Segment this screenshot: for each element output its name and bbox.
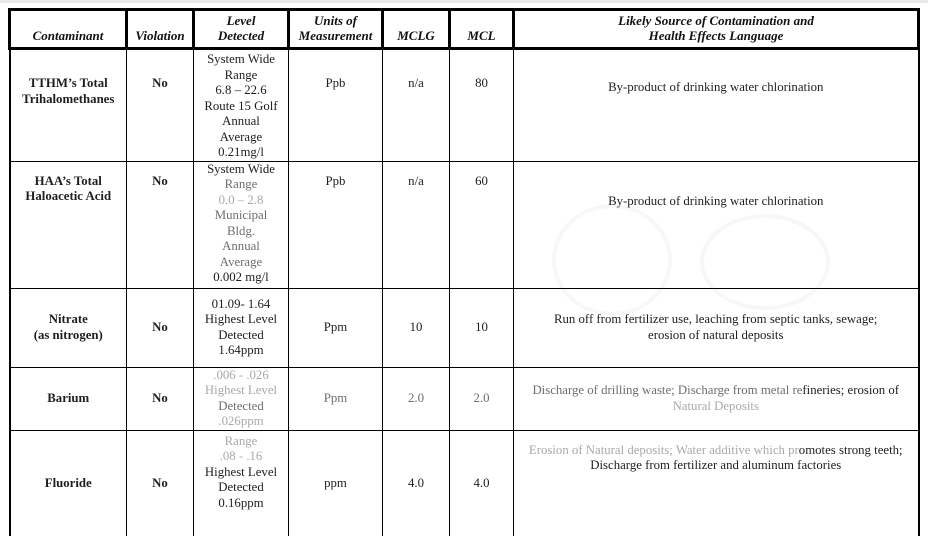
cell-text: Fluoride xyxy=(44,475,92,490)
header-contaminant xyxy=(10,10,127,49)
cell-text: 2.0 xyxy=(473,390,490,405)
cell-text: No xyxy=(152,475,168,490)
cell-line xyxy=(197,239,285,255)
cell-line xyxy=(453,476,510,492)
cell-line xyxy=(130,476,190,492)
cell-line xyxy=(197,99,285,115)
cell-text: n/a xyxy=(408,173,424,188)
cell-line xyxy=(517,312,915,328)
source-cell xyxy=(514,430,919,536)
cell-line xyxy=(197,83,285,99)
contaminant-table xyxy=(8,8,920,536)
cell-text: 0.16ppm xyxy=(218,495,264,510)
cell-text: Annual xyxy=(222,239,260,253)
cell-line xyxy=(386,476,446,492)
table-body xyxy=(10,49,919,536)
cell-text: Ppm xyxy=(323,390,348,405)
cell-text: Annual xyxy=(222,114,260,128)
cell-text: 1.64ppm xyxy=(218,343,264,357)
cell-text: 0.0 – 2.8 xyxy=(218,192,264,207)
violation-cell xyxy=(127,49,194,162)
cell-text: 4.0 xyxy=(473,475,490,490)
table-row xyxy=(10,161,919,288)
table-header xyxy=(10,10,919,49)
cell-line xyxy=(197,480,285,496)
header-label: Violation xyxy=(135,28,185,43)
cell-line xyxy=(517,80,915,96)
cell-text: Barium xyxy=(47,390,90,405)
cell-line xyxy=(197,162,285,178)
cell-text: 60 xyxy=(475,173,488,188)
cell-text: Detected xyxy=(218,327,264,342)
cell-line xyxy=(197,255,285,271)
header-mcl xyxy=(450,10,514,49)
contaminant-cell xyxy=(10,49,127,162)
contaminant-cell xyxy=(10,288,127,367)
cell-line xyxy=(14,312,124,328)
cell-line xyxy=(453,320,510,336)
cell-line xyxy=(517,443,915,459)
cell-line xyxy=(130,320,190,336)
cell-line xyxy=(517,399,915,415)
cell-text: HAA’s Total xyxy=(34,173,102,188)
cell-text: 01.09- 1.64 xyxy=(211,296,271,311)
header-label: Likely Source of Contamination and xyxy=(618,13,814,28)
cell-text: ppm xyxy=(324,475,347,490)
violation-cell xyxy=(127,288,194,367)
cell-line xyxy=(197,224,285,240)
cell-text: No xyxy=(152,390,168,405)
header-units xyxy=(289,10,383,49)
violation-cell xyxy=(127,430,194,536)
cell-text: Detected xyxy=(218,480,264,494)
mclg-cell xyxy=(383,161,450,288)
mcl-cell xyxy=(450,161,514,288)
cell-text: Highest Level xyxy=(204,312,278,326)
scan-edge-artifact xyxy=(0,0,928,3)
cell-line xyxy=(197,130,285,146)
cell-line xyxy=(386,76,446,92)
table-row xyxy=(10,49,919,162)
cell-text: System Wide xyxy=(207,161,275,176)
cell-text: Natural Deposits xyxy=(672,398,759,413)
cell-line xyxy=(197,193,285,209)
cell-text: Highest Level xyxy=(204,383,278,397)
cell-text: Ppb xyxy=(325,173,346,188)
level-detected-cell xyxy=(194,49,289,162)
cell-text: Trihalomethanes xyxy=(22,91,115,106)
cell-line xyxy=(14,328,124,344)
cell-text: Municipal xyxy=(214,208,268,222)
contaminant-cell xyxy=(10,430,127,536)
header-source xyxy=(514,10,919,49)
cell-line xyxy=(197,449,285,465)
cell-line xyxy=(386,320,446,336)
cell-text: Discharge from fertilizer and aluminum factories xyxy=(590,458,842,472)
level-detected-cell xyxy=(194,161,289,288)
mcl-cell xyxy=(450,288,514,367)
cell-line xyxy=(197,177,285,193)
cell-text: Bldg. xyxy=(226,223,256,238)
source-cell xyxy=(514,288,919,367)
cell-text: 10 xyxy=(475,319,488,334)
cell-text: 0.21mg/l xyxy=(218,145,264,159)
cell-text: No xyxy=(152,319,168,334)
cell-line xyxy=(292,320,379,336)
cell-line xyxy=(292,391,379,407)
table-row xyxy=(10,430,919,536)
cell-line xyxy=(292,76,379,92)
units-cell xyxy=(289,49,383,162)
cell-text: 4.0 xyxy=(408,475,424,490)
cell-text: Ppb xyxy=(325,76,346,90)
cell-text: Route 15 Golf xyxy=(204,98,278,113)
cell-text: 2.0 xyxy=(408,390,424,405)
cell-line xyxy=(197,208,285,224)
cell-line xyxy=(386,391,446,407)
header-level-detected xyxy=(194,10,289,49)
units-cell xyxy=(289,288,383,367)
mcl-cell xyxy=(450,367,514,430)
cell-line xyxy=(197,434,285,450)
cell-text: Erosion of Natural deposits; Water additive which pr xyxy=(528,442,799,457)
source-cell xyxy=(514,49,919,162)
cell-line xyxy=(14,76,124,92)
cell-line xyxy=(14,391,124,407)
units-cell xyxy=(289,367,383,430)
cell-line xyxy=(197,145,285,161)
source-cell xyxy=(514,367,919,430)
source-cell xyxy=(514,161,919,288)
cell-text: Haloacetic Acid xyxy=(25,189,112,203)
cell-text: Average xyxy=(219,254,263,269)
cell-line xyxy=(197,465,285,481)
cell-text: System Wide xyxy=(207,52,275,66)
cell-line xyxy=(386,174,446,190)
cell-text: erosion of natural deposits xyxy=(648,327,784,342)
cell-line xyxy=(197,114,285,130)
cell-text: Range xyxy=(224,177,258,191)
level-detected-cell xyxy=(194,288,289,367)
cell-text: No xyxy=(152,76,168,90)
header-mclg xyxy=(383,10,450,49)
cell-line xyxy=(197,343,285,359)
cell-line xyxy=(197,414,285,430)
cell-line xyxy=(14,174,124,190)
cell-line xyxy=(517,383,915,399)
cell-text: Ppm xyxy=(323,319,348,334)
violation-cell xyxy=(127,161,194,288)
contaminant-cell xyxy=(10,367,127,430)
header-label: Detected xyxy=(217,28,265,43)
contaminant-cell xyxy=(10,161,127,288)
cell-text: .08 - .16 xyxy=(219,449,263,463)
cell-line xyxy=(197,312,285,328)
mclg-cell xyxy=(383,367,450,430)
cell-line xyxy=(197,496,285,512)
cell-text: TTHM’s Total xyxy=(28,76,108,90)
table-row xyxy=(10,367,919,430)
header-label: MCL xyxy=(467,28,496,43)
cell-line xyxy=(197,68,285,84)
cell-line xyxy=(453,174,510,190)
table-row xyxy=(10,288,919,367)
cell-text: (as nitrogen) xyxy=(33,327,103,342)
mclg-cell xyxy=(383,49,450,162)
cell-line xyxy=(14,189,124,205)
header-label: Level xyxy=(226,13,256,28)
cell-text: Detected xyxy=(218,398,264,413)
header-label: Health Effects Language xyxy=(648,28,784,43)
cell-text: Run off from fertilizer use, leaching from septic tanks, sewage; xyxy=(554,312,878,326)
header-label: Contaminant xyxy=(32,28,104,43)
mcl-cell xyxy=(450,430,514,536)
cell-line xyxy=(292,174,379,190)
cell-line xyxy=(292,476,379,492)
cell-line xyxy=(197,52,285,68)
cell-line xyxy=(453,391,510,407)
cell-text: 10 xyxy=(409,319,423,334)
level-detected-cell xyxy=(194,430,289,536)
header-label: MCLG xyxy=(397,28,435,43)
cell-line xyxy=(14,92,124,108)
cell-text: Highest Level xyxy=(204,464,278,479)
cell-line xyxy=(197,328,285,344)
cell-text: omotes strong teeth; xyxy=(798,442,903,457)
cell-text: .006 - .026 xyxy=(213,367,269,382)
cell-line xyxy=(517,328,915,344)
cell-text: 0.002 mg/l xyxy=(213,270,269,284)
level-detected-cell xyxy=(194,367,289,430)
cell-line xyxy=(197,368,285,384)
cell-text: Discharge of drilling waste; Discharge from metal re xyxy=(532,383,803,397)
mclg-cell xyxy=(383,430,450,536)
cell-line xyxy=(197,399,285,415)
cell-text: Nitrate xyxy=(48,312,88,326)
mcl-cell xyxy=(450,49,514,162)
cell-text: Average xyxy=(219,129,263,144)
cell-text: 6.8 – 22.6 xyxy=(215,83,267,97)
mclg-cell xyxy=(383,288,450,367)
cell-line xyxy=(197,270,285,286)
cell-text: n/a xyxy=(408,76,424,90)
cell-line xyxy=(197,297,285,313)
cell-text: Range xyxy=(224,67,258,82)
header-row xyxy=(10,10,919,49)
cell-line xyxy=(130,391,190,407)
cell-line xyxy=(14,476,124,492)
cell-text: 80 xyxy=(475,76,488,90)
cell-text: Range xyxy=(224,433,258,448)
cell-line xyxy=(517,458,915,474)
header-violation xyxy=(127,10,194,49)
units-cell xyxy=(289,430,383,536)
cell-text: .026ppm xyxy=(218,414,264,428)
cell-line xyxy=(130,174,190,190)
cell-line xyxy=(453,76,510,92)
cell-text: By-product of drinking water chlorination xyxy=(608,193,824,208)
cell-text: By-product of drinking water chlorination xyxy=(608,80,824,94)
cell-line xyxy=(197,383,285,399)
cell-line xyxy=(130,76,190,92)
header-label: Measurement xyxy=(298,28,373,43)
cell-text: fineries; erosion of xyxy=(802,383,900,397)
cell-line xyxy=(517,194,915,210)
cell-text: No xyxy=(152,173,168,188)
header-label: Units of xyxy=(314,13,357,28)
units-cell xyxy=(289,161,383,288)
violation-cell xyxy=(127,367,194,430)
